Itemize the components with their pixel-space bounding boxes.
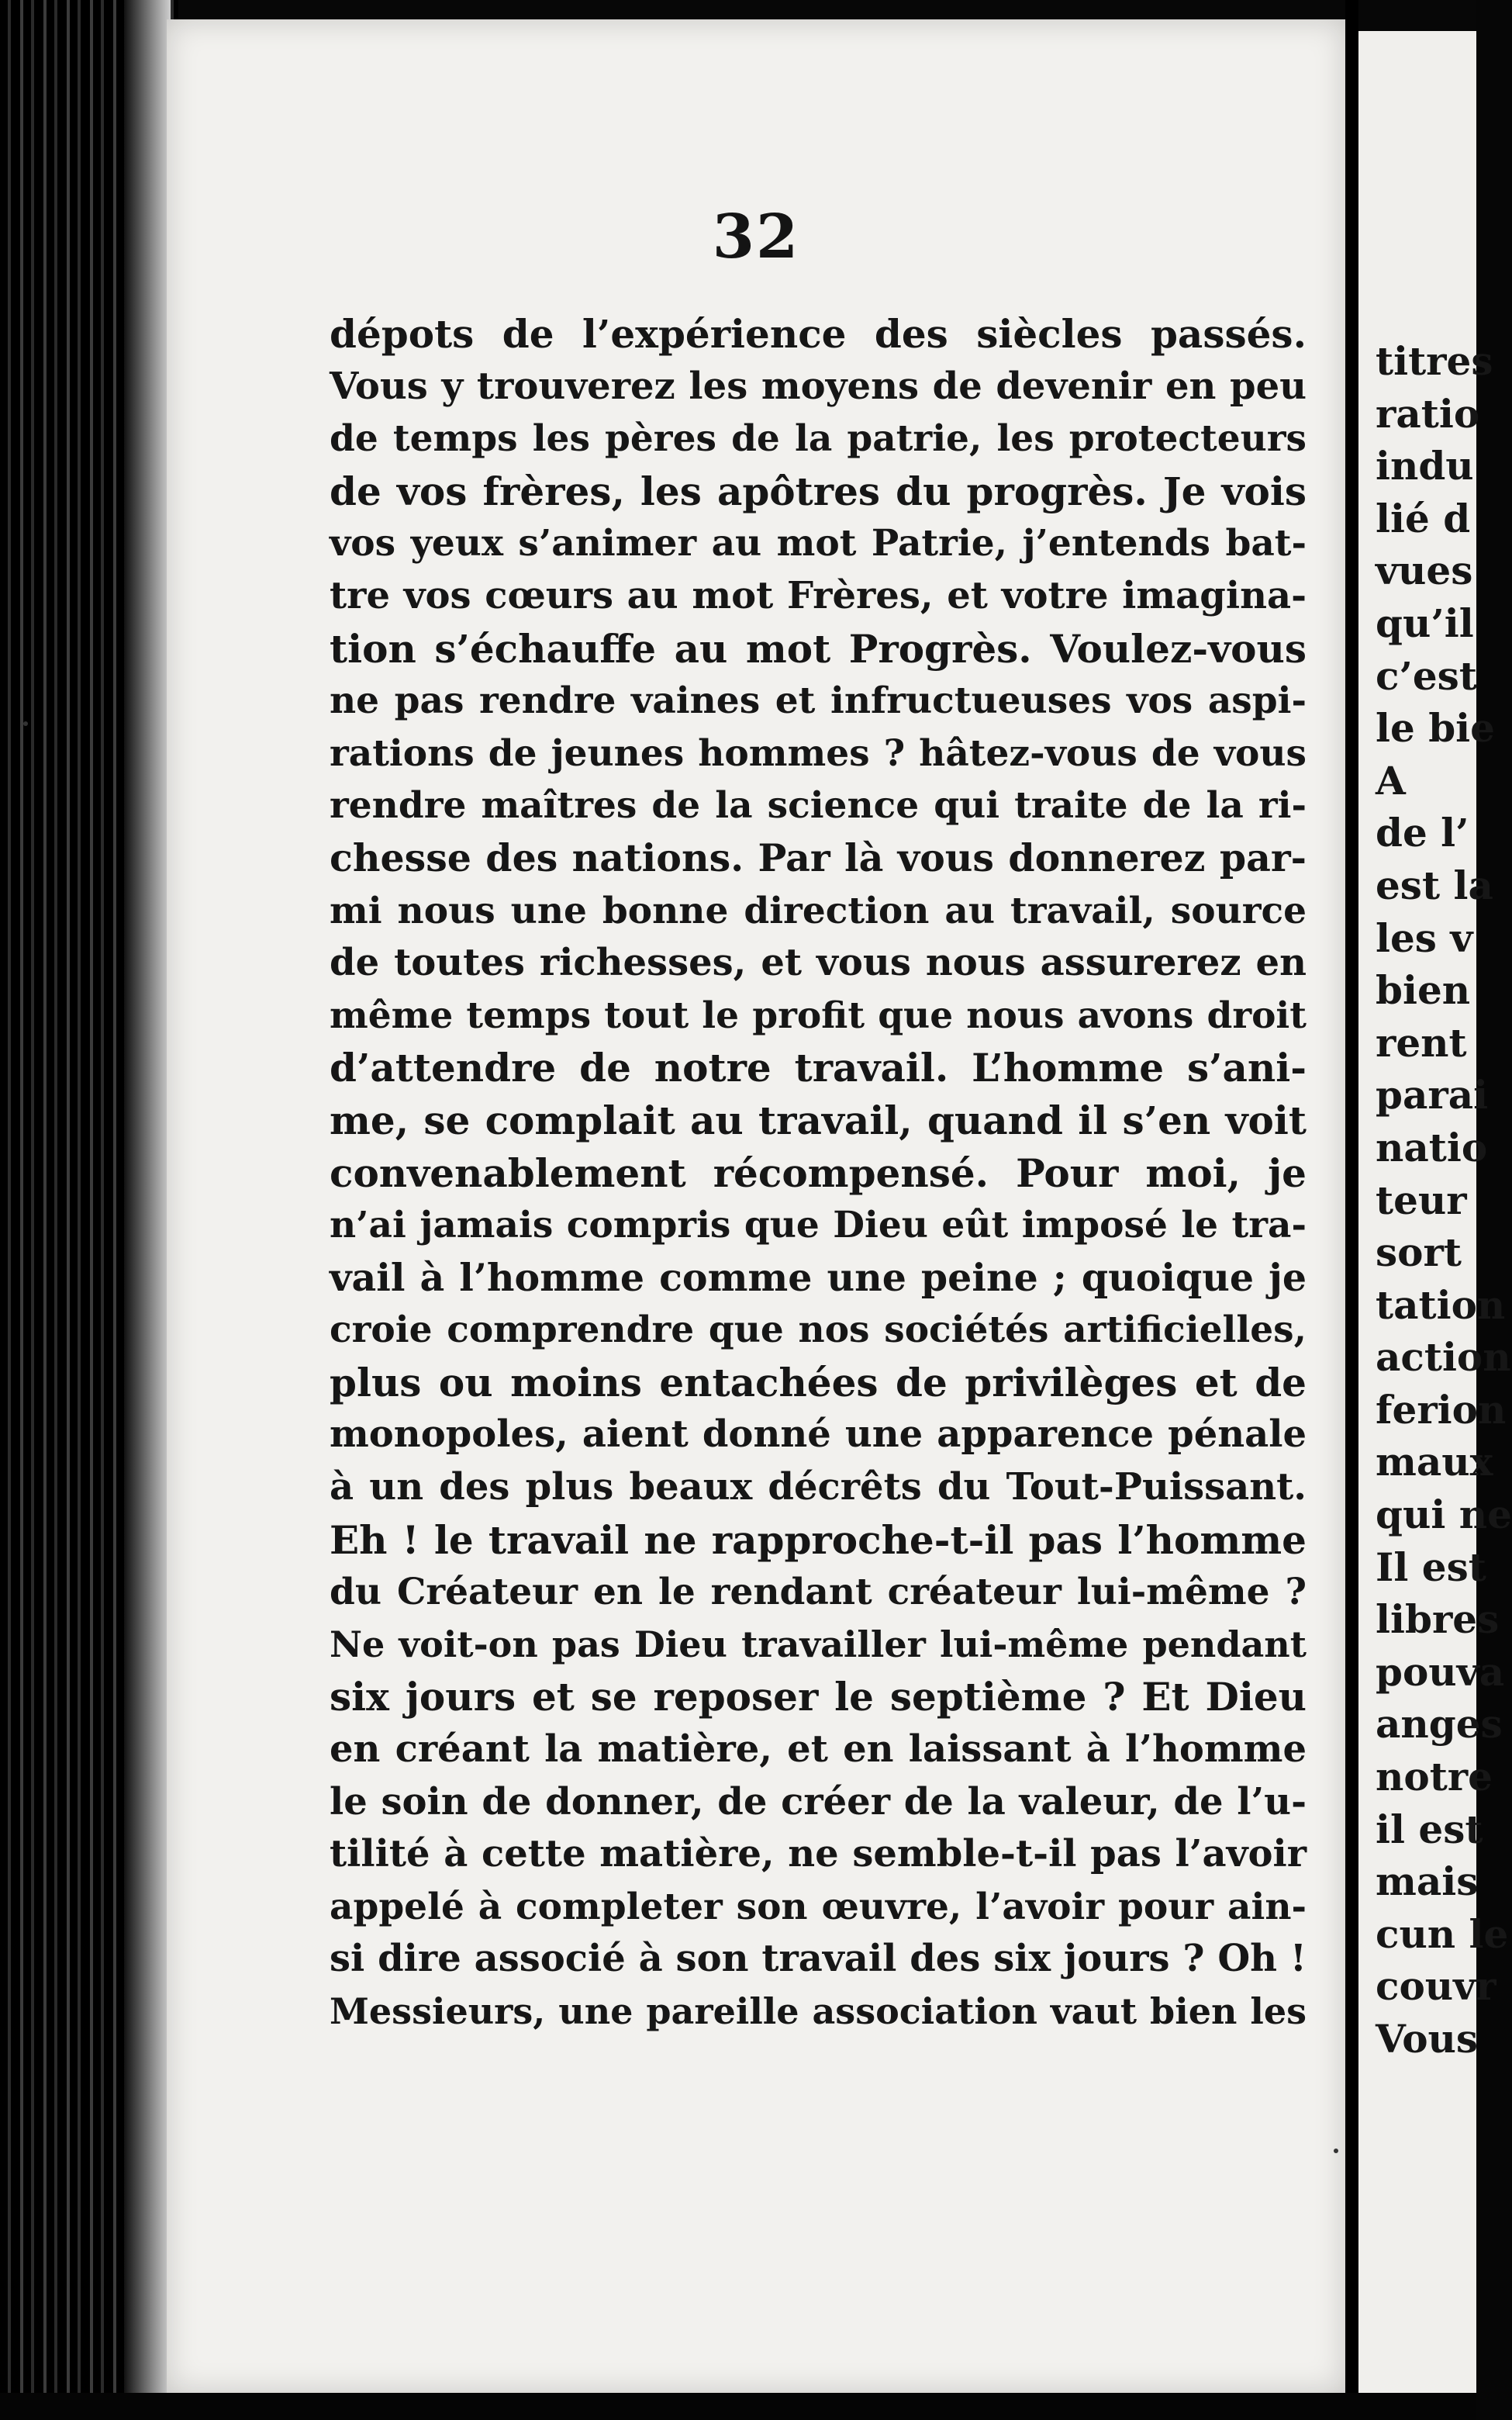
text-line: Ne voit-on pas Dieu travailler lui-même pendant (330, 1623, 1307, 1665)
partial-text-line: lié d (1376, 495, 1471, 541)
partial-text-line: il est (1376, 1806, 1483, 1852)
text-line: six jours et se reposer le septième ? Et Dieu (330, 1674, 1307, 1720)
partial-text-line: pouva (1376, 1648, 1505, 1695)
partial-text-line: notre (1376, 1754, 1493, 1800)
text-line: d’attendre de notre travail. L’homme s’ani- (330, 1045, 1307, 1091)
text-line: même temps tout le profit que nous avons droit (330, 994, 1307, 1037)
partial-text-line: est la (1376, 862, 1493, 908)
partial-text-line: couvr (1376, 1963, 1496, 2010)
partial-text-line: sort (1376, 1229, 1462, 1276)
text-line: n’ai jamais compris que Dieu eût imposé le tra- (330, 1204, 1307, 1247)
text-line: rendre maîtres de la science qui traite de la ri- (330, 784, 1307, 828)
right-page-text (1376, 335, 1512, 2066)
partial-text-line: natio (1376, 1124, 1488, 1170)
text-line: dépots de l’expérience des siècles passés. (330, 311, 1307, 357)
scan-speck (23, 721, 28, 726)
text-line: le soin de donner, de créer de la valeur, de l’u- (330, 1779, 1307, 1824)
page-stack-edge (124, 0, 171, 2420)
partial-text-line: maux (1376, 1439, 1493, 1485)
partial-text-line: tation (1376, 1281, 1506, 1328)
text-line: me, se complait au travail, quand il s’en voit (330, 1097, 1307, 1143)
text-line: vos yeux s’animer au mot Patrie, j’entends bat- (330, 522, 1307, 565)
partial-text-line: c’est (1376, 652, 1477, 699)
text-line: vail à l’homme comme une peine ; quoique je (330, 1254, 1307, 1300)
text-line: si dire associé à son travail des six jours ? Oh ! (330, 1937, 1307, 1981)
text-line: tion s’échauffe au mot Progrès. Voulez-vous (330, 625, 1307, 672)
partial-text-line: ratio (1376, 390, 1480, 437)
partial-text-line: mais (1376, 1858, 1479, 1905)
text-line: convenablement récompensé. Pour moi, je (330, 1150, 1307, 1196)
text-line: rations de jeunes hommes ? hâtez-vous de vous (330, 731, 1307, 775)
right-page-partial (1358, 31, 1512, 2397)
text-line: à un des plus beaux décrêts du Tout-Puissant. (330, 1465, 1307, 1509)
partial-text-line: les v (1376, 914, 1473, 961)
partial-text-line: action (1376, 1334, 1511, 1381)
text-line: de temps les pères de la patrie, les protecteurs (330, 417, 1307, 461)
text-line: appelé à completer son œuvre, l’avoir pour ain- (330, 1885, 1307, 1928)
partial-text-line: titres (1376, 338, 1493, 384)
partial-text-line: libres (1376, 1596, 1500, 1643)
text-line: Vous y trouverez les moyens de devenir en peu (330, 364, 1307, 408)
page-number: 32 (712, 202, 800, 272)
partial-text-line: vues (1376, 548, 1473, 594)
partial-text-line: parai (1376, 1072, 1489, 1118)
scan-speck (1334, 2149, 1338, 2153)
text-line: en créant la matière, et en laissant à l’homme (330, 1727, 1307, 1772)
partial-text-line: teur (1376, 1177, 1467, 1223)
partial-text-line: bien (1376, 967, 1471, 1014)
text-line: ne pas rendre vaines et infructueuses vos aspi- (330, 679, 1307, 723)
text-line: chesse des nations. Par là vous donnerez par- (330, 835, 1307, 880)
text-line: tilité à cette matière, ne semble-t-il pas l’avoir (330, 1832, 1307, 1876)
partial-text-line: anges (1376, 1701, 1503, 1748)
partial-text-line: Vous (1376, 2016, 1479, 2062)
partial-text-line: qu’il (1376, 600, 1474, 646)
partial-text-line: de l’ (1376, 810, 1469, 856)
text-line: Eh ! le travail ne rapproche-t-il pas l’homme (330, 1516, 1307, 1563)
text-line: tre vos cœurs au mot Frères, et votre imagina- (330, 573, 1307, 617)
partial-text-line: qui ne (1376, 1492, 1512, 1538)
page-body-text (330, 308, 1307, 2038)
page-divider (1345, 0, 1358, 2420)
text-line: croie comprendre que nos sociétés artificielles, (330, 1309, 1307, 1352)
left-page (167, 19, 1345, 2393)
text-line: du Créateur en le rendant créateur lui-même ? (330, 1571, 1307, 1614)
partial-text-line: rent (1376, 1019, 1467, 1066)
text-line: de toutes richesses, et vous nous assurerez en (330, 941, 1307, 985)
text-line: de vos frères, les apôtres du progrès. Je vois (330, 468, 1307, 514)
bottom-scan-edge (0, 2393, 1476, 2420)
partial-text-line: A (1376, 757, 1406, 804)
text-line: plus ou moins entachées de privilèges et de (330, 1359, 1307, 1405)
partial-text-line: indu (1376, 443, 1474, 489)
text-line: mi nous une bonne direction au travail, source (330, 889, 1307, 932)
text-line: Messieurs, une pareille association vaut bien les (330, 1990, 1307, 2032)
partial-text-line: ferion (1376, 1386, 1507, 1433)
partial-text-line: Il est (1376, 1544, 1486, 1590)
partial-text-line: le bie (1376, 705, 1495, 752)
text-line: monopoles, aient donné une apparence pénale (330, 1412, 1307, 1457)
partial-text-line: cun le (1376, 1910, 1509, 1957)
